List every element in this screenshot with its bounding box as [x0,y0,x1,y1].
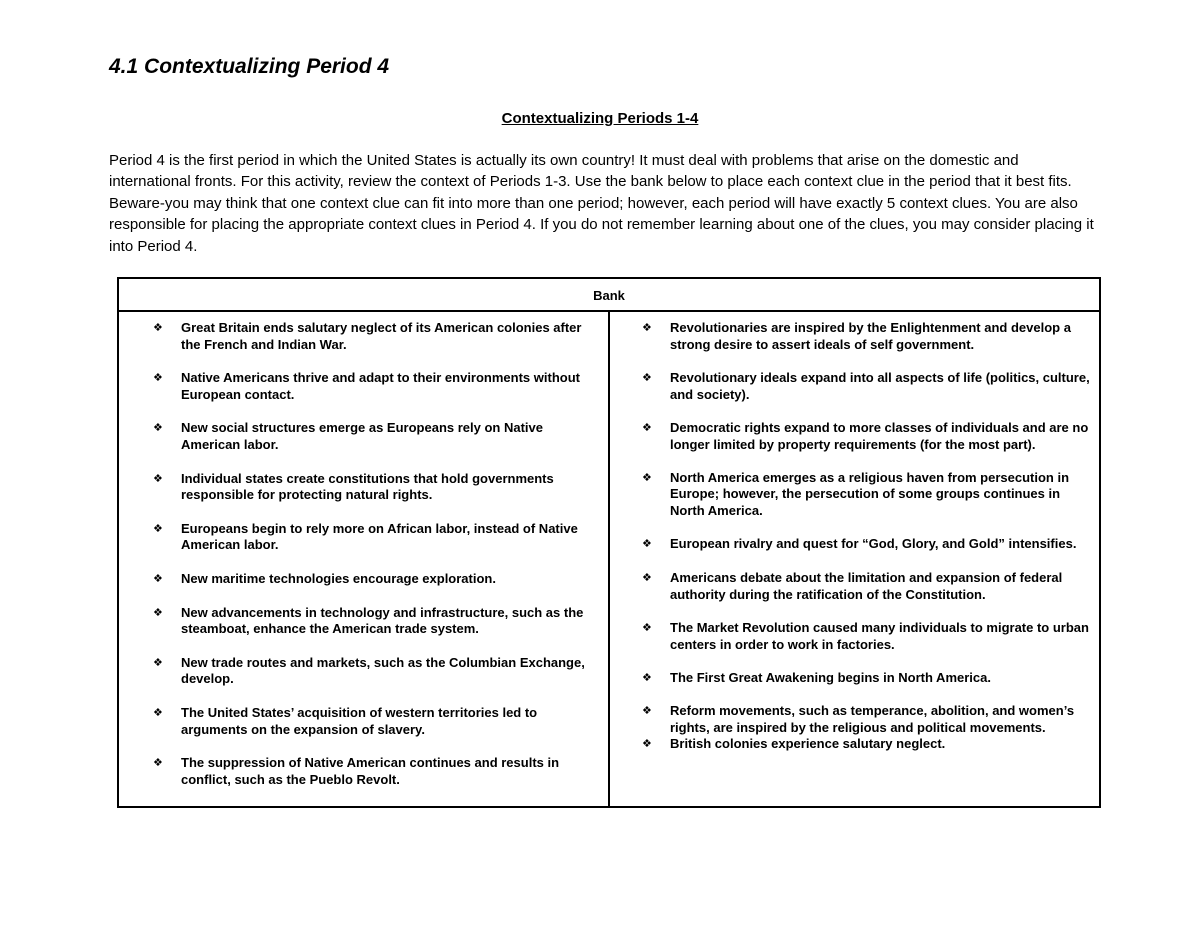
diamond-bullet-icon: ❖ [153,757,163,770]
bank-clue [642,420,1093,453]
bank-clue-text: The suppression of Native American continues and results in conflict, such as the Pueblo Revolt. [181,755,560,787]
diamond-bullet-icon: ❖ [642,471,652,484]
bank-clue-text: North America emerges as a religious haven from persecution in Europe; however, the persecution of some groups continues in North America. [670,469,1070,518]
bank-clue-text: New maritime technologies encourage exploration. [181,570,496,586]
bank-clue [642,570,1093,603]
bank-clue-text: Americans debate about the limitation and expansion of federal authority during the ratification of the Constitution. [670,569,1063,602]
bank-clue [642,670,1093,687]
diamond-bullet-icon: ❖ [153,522,163,535]
diamond-bullet-icon: ❖ [153,422,163,435]
bank-clue [642,536,1093,553]
bank-clue-text: The Market Revolution caused many individuals to migrate to urban centers in order to work in factories. [670,620,1089,652]
bank-clue-text: Revolutionary ideals expand into all aspects of life (politics, culture, and society). [670,370,1090,402]
diamond-bullet-icon: ❖ [642,322,652,334]
diamond-bullet-icon: ❖ [642,372,652,385]
bank-columns [119,312,1099,806]
diamond-bullet-icon: ❖ [153,606,163,619]
diamond-bullet-icon: ❖ [642,538,652,551]
bank-clue [153,571,602,588]
diamond-bullet-icon: ❖ [642,571,652,584]
page-title: 4.1 Contextualizing Period 4 [109,55,390,78]
bank-clue [642,703,1093,736]
bank-table [117,277,1101,808]
bank-clue-text: European rivalry and quest for “God, Glory, and Gold” intensifies. [670,536,1077,552]
diamond-bullet-icon: ❖ [153,706,163,719]
bank-clue-text: Individual states create constitutions that hold governments responsible for protecting natural rights. [181,470,554,503]
diamond-bullet-icon: ❖ [153,322,163,334]
bank-clue [642,370,1093,403]
intro-paragraph: Period 4 is the first period in which the United States is actually its own country! It must deal with problems that arise on the domestic and international fronts. For this activity, review the context of Periods 1-3. Use the bank below to place each context clue in the period that it best fits. Beware-you may think that one context clue can fit into more than one period; however, each period will have exactly 5 context clues. You are also responsible for placing the appropriate context clues in Period 4. If you do not remember learning about one of the clues, you may consider placing it into Period 4. [109,152,1094,255]
bank-clue [153,655,602,688]
bank-header: Bank [119,279,1099,312]
bank-clue-text: New trade routes and markets, such as the Columbian Exchange, develop. [181,654,585,687]
bank-clue [642,320,1093,353]
bank-clue-text: The First Great Awakening begins in North America. [670,670,991,686]
bank-clue [153,471,602,504]
diamond-bullet-icon: ❖ [153,572,163,585]
bank-clue [153,755,602,788]
diamond-bullet-icon: ❖ [642,622,652,635]
bank-clue [153,420,602,453]
bank-clue [153,521,602,554]
bank-clue-text: Great Britain ends salutary neglect of its American colonies after the French and Indian War. [181,320,582,352]
bank-clue [153,605,602,638]
section-subtitle: Contextualizing Periods 1-4 [501,110,699,127]
bank-right-column [610,312,1099,806]
bank-clue [642,620,1093,653]
bank-clue-text: Native Americans thrive and adapt to their environments without European contact. [181,370,580,402]
bank-clue-text: The United States’ acquisition of western territories led to arguments on the expansion of slavery. [181,704,538,737]
diamond-bullet-icon: ❖ [642,704,652,717]
bank-clue-text: Europeans begin to rely more on African labor, instead of Native American labor. [181,520,578,553]
diamond-bullet-icon: ❖ [642,738,652,751]
bank-clue-text: British colonies experience salutary neglect. [670,736,946,752]
bank-clue-text: Revolutionaries are inspired by the Enlightenment and develop a strong desire to assert ideals of self government. [670,320,1071,352]
bank-clue [153,320,602,353]
bank-left-column [119,312,610,806]
diamond-bullet-icon: ❖ [153,472,163,485]
bank-clue-text: New social structures emerge as Europeans rely on Native American labor. [181,420,543,452]
diamond-bullet-icon: ❖ [642,422,652,435]
bank-clue [153,370,602,403]
bank-clue [642,470,1093,520]
bank-clue [153,705,602,738]
bank-clue-text: New advancements in technology and infrastructure, such as the steamboat, enhance the American trade system. [181,604,584,637]
bank-clue-text: Democratic rights expand to more classes of individuals and are no longer limited by property requirements (for the most part). [670,420,1089,452]
bank-clue [642,736,1093,753]
diamond-bullet-icon: ❖ [642,672,652,685]
diamond-bullet-icon: ❖ [153,372,163,385]
diamond-bullet-icon: ❖ [153,656,163,669]
bank-clue-text: Reform movements, such as temperance, abolition, and women’s rights, are inspired by the religious and political movements. [670,702,1075,735]
